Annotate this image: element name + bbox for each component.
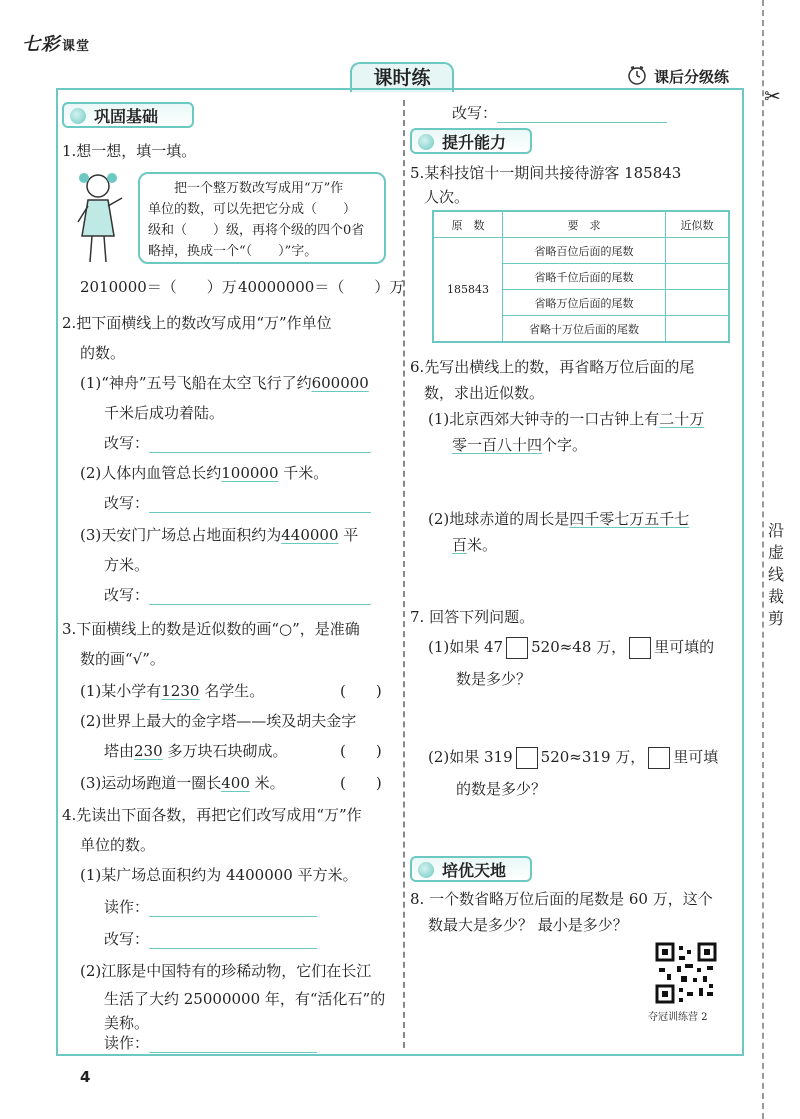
- answer-line[interactable]: [149, 590, 371, 605]
- answer-line[interactable]: [149, 1038, 317, 1053]
- scissors-icon: ✂: [764, 84, 781, 108]
- q3-part3: (3)运动场跑道一圈长400 米。: [80, 774, 285, 792]
- q7-part2-line2: 的数是多少？: [456, 780, 547, 798]
- q3-part1: (1)某小学有1230 名学生。: [80, 682, 265, 700]
- table-original-number: 185843: [433, 238, 503, 343]
- q8-stem-2: 数最大是多少？ 最小是多少？: [428, 916, 628, 934]
- q3-stem-2: 数的画“√”。: [80, 650, 165, 668]
- table-header: 原 数: [433, 211, 503, 238]
- q4-part2-line3: 美称。: [104, 1014, 150, 1032]
- q2-stem-2: 的数。: [80, 344, 126, 362]
- cut-instruction: 沿虚线裁剪: [768, 521, 785, 628]
- q2-part3-line2: 方米。: [104, 556, 150, 574]
- table-requirement: 省略千位后面的尾数: [503, 264, 666, 290]
- table-header: 近似数: [666, 211, 730, 238]
- table-requirement: 省略百位后面的尾数: [503, 238, 666, 264]
- answer-box[interactable]: [648, 747, 670, 769]
- page-number: 4: [80, 1068, 91, 1086]
- q2-stem: 2.把下面横线上的数改写成用“万”作单位: [62, 314, 332, 332]
- brand-logo: 七彩 课堂: [22, 34, 91, 55]
- answer-line[interactable]: [149, 498, 371, 513]
- qr-caption: 夺冠训练营 2: [648, 1012, 708, 1023]
- q6-part2: (2)地球赤道的周长是四千零七万五千七: [428, 510, 690, 528]
- q6-part2-line2: 百米。: [452, 536, 498, 554]
- q2-part1: (1)“神舟”五号飞船在太空飞行了约600000: [80, 374, 369, 392]
- q6-stem: 6.先写出横线上的数，再省略万位后面的尾: [410, 358, 695, 376]
- answer-paren[interactable]: ( ): [340, 682, 382, 700]
- q2-part2: (2)人体内血管总长约100000 千米。: [80, 464, 329, 482]
- q4-read-2: 读作：: [104, 1032, 317, 1053]
- q5-stem-2: 人次。: [424, 188, 470, 206]
- q6-part1-line2: 零一百八十四个字。: [452, 436, 588, 454]
- answer-box[interactable]: [506, 637, 528, 659]
- q4-read-1: 读作：: [104, 896, 317, 917]
- q4-part1: (1)某广场总面积约为 4400000 平方米。: [80, 866, 358, 884]
- approx-table: [432, 210, 730, 343]
- answer-box[interactable]: [516, 747, 538, 769]
- table-answer-cell[interactable]: [666, 264, 730, 290]
- answer-box[interactable]: [629, 637, 651, 659]
- section-advanced: 培优天地: [410, 856, 532, 882]
- q3-part2: (2)世界上最大的金字塔——埃及胡夫金字: [80, 712, 357, 730]
- hint-bubble: 把一个整万数改写成用“万”作 单位的数，可以先把它分成（ ） 级和（ ）级，再将个级的四个0省 略掉，换成一个“（ ）”字。: [138, 172, 386, 264]
- q7-part1-line2: 数是多少？: [456, 670, 532, 688]
- q1-fill-b: 40000000＝（ ）万: [238, 278, 405, 296]
- q4-stem-2: 单位的数。: [80, 836, 156, 854]
- section-improve: 提升能力: [410, 128, 532, 154]
- table-requirement: 省略十万位后面的尾数: [503, 316, 666, 343]
- answer-line[interactable]: [497, 108, 667, 123]
- q6-part1: (1)北京西郊大钟寺的一口古钟上有二十万: [428, 410, 705, 428]
- column-divider: [403, 100, 405, 1048]
- table-answer-cell[interactable]: [666, 238, 730, 264]
- q4-stem: 4.先读出下面各数，再把它们改写成用“万”作: [62, 806, 362, 824]
- table-requirement: 省略万位后面的尾数: [503, 290, 666, 316]
- top-rewrite: 改写：: [452, 102, 667, 123]
- after-class-label: 课后分级练: [654, 68, 730, 86]
- q1-fill-a: 2010000＝（ ）万: [80, 278, 237, 296]
- q8-stem: 8. 一个数省略万位后面的尾数是 60 万，这个: [410, 890, 713, 908]
- qr-code[interactable]: [655, 942, 717, 1004]
- q7-part2: (2)如果 319 520≈319 万， 里可填: [428, 746, 718, 769]
- q3-part2-line2: 塔由230 多万块石块砌成。: [104, 742, 288, 760]
- section-basic: 巩固基础: [62, 102, 194, 128]
- table-header: 要 求: [503, 211, 666, 238]
- q7-part1: (1)如果 47 520≈48 万， 里可填的: [428, 636, 714, 659]
- q2-rewrite-1: 改写：: [104, 432, 371, 453]
- q2-rewrite-3: 改写：: [104, 584, 371, 605]
- page-title: 课时练: [350, 62, 454, 92]
- q1-stem: 1.想一想，填一填。: [62, 142, 197, 160]
- answer-line[interactable]: [149, 902, 317, 917]
- answer-paren[interactable]: ( ): [340, 774, 382, 792]
- girl-illustration: [72, 168, 124, 268]
- clock-icon: [626, 64, 648, 86]
- q2-rewrite-2: 改写：: [104, 492, 371, 513]
- q4-part2-line2: 生活了大约 25000000 年，有“活化石”的: [104, 990, 386, 1008]
- q4-part2: (2)江豚是中国特有的珍稀动物，它们在长江: [80, 962, 372, 980]
- answer-paren[interactable]: ( ): [340, 742, 382, 760]
- answer-line[interactable]: [149, 438, 371, 453]
- cut-line: [762, 0, 764, 1119]
- q7-stem: 7. 回答下列问题。: [410, 608, 535, 626]
- q6-stem-2: 数，求出近似数。: [424, 384, 545, 402]
- q2-part3: (3)天安门广场总占地面积约为440000 平: [80, 526, 359, 544]
- table-answer-cell[interactable]: [666, 316, 730, 343]
- answer-line[interactable]: [149, 934, 317, 949]
- table-answer-cell[interactable]: [666, 290, 730, 316]
- q4-rewrite-1: 改写：: [104, 928, 317, 949]
- q3-stem: 3.下面横线上的数是近似数的画“○”，是准确: [62, 620, 360, 638]
- q2-part1-line2: 千米后成功着陆。: [104, 404, 225, 422]
- q5-stem: 5.某科技馆十一期间共接待游客 185843: [410, 164, 682, 182]
